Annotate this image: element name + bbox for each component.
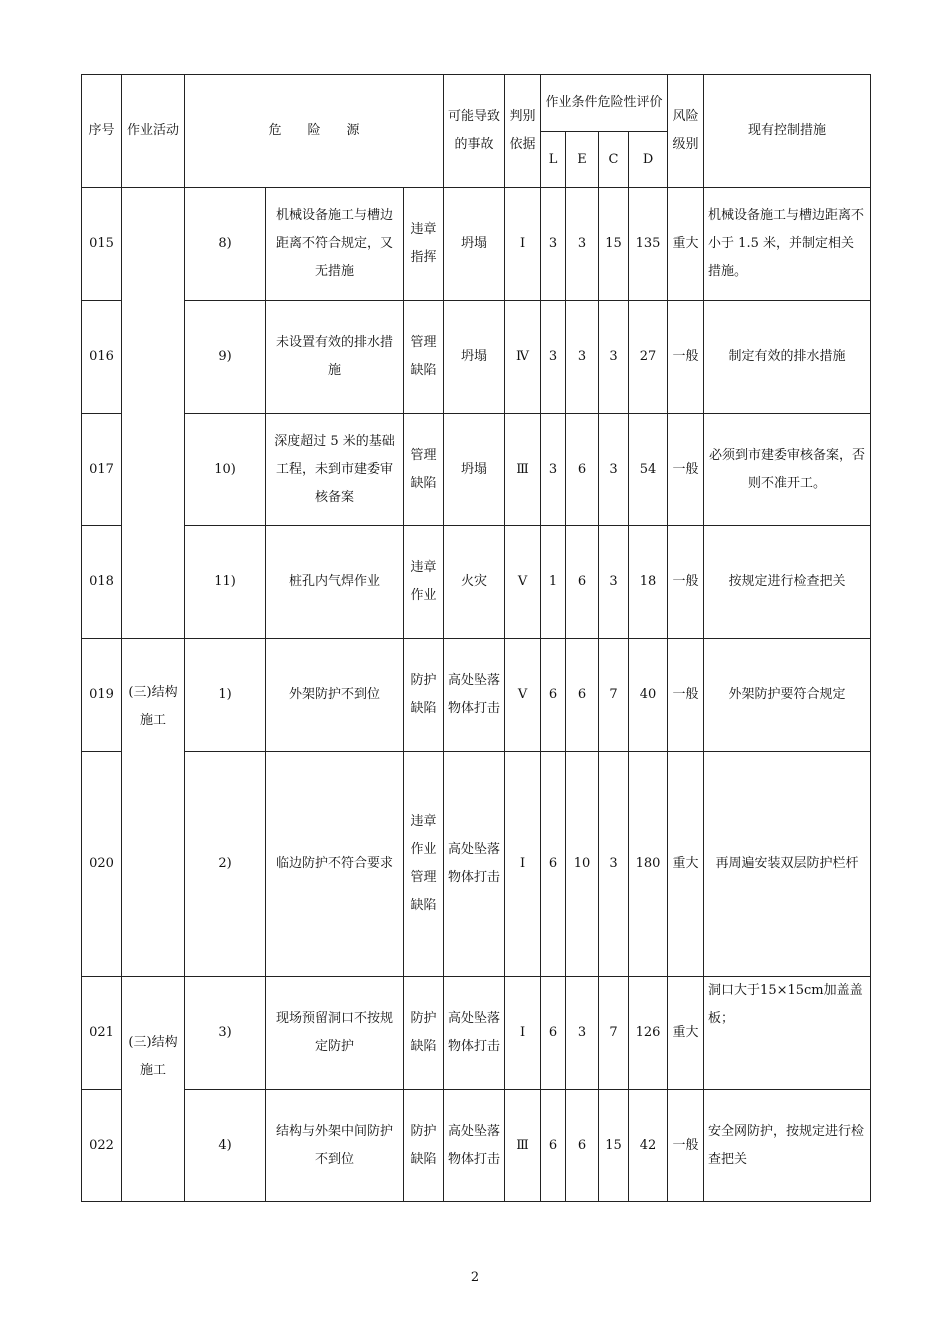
cell-hazard: 深度超过 5 米的基础工程，未到市建委审核备案	[266, 414, 404, 526]
cell-control: 安全网防护，按规定进行检查把关	[704, 1090, 871, 1202]
cell-type: 防护缺陷	[404, 977, 444, 1090]
cell-accident: 高处坠落物体打击	[444, 752, 505, 977]
cell-L: 6	[541, 977, 566, 1090]
cell-hazard: 现场预留洞口不按规定防护	[266, 977, 404, 1090]
cell-basis: Ⅰ	[505, 752, 541, 977]
cell-no: 9)	[185, 301, 266, 414]
cell-C: 15	[599, 1090, 629, 1202]
cell-control: 洞口大于15×15cm加盖盖板；	[704, 977, 871, 1090]
cell-hazard: 结构与外架中间防护不到位	[266, 1090, 404, 1202]
cell-hazard: 未设置有效的排水措施	[266, 301, 404, 414]
header-E: E	[566, 132, 599, 188]
cell-hazard: 机械设备施工与槽边距离不符合规定，又无措施	[266, 188, 404, 301]
cell-basis: Ⅳ	[505, 301, 541, 414]
cell-accident: 高处坠落物体打击	[444, 1090, 505, 1202]
cell-hazard: 桩孔内气焊作业	[266, 526, 404, 639]
table-row	[82, 526, 871, 639]
risk-assessment-table	[81, 74, 871, 1202]
cell-seq: 022	[82, 1090, 122, 1202]
cell-basis: Ⅴ	[505, 526, 541, 639]
cell-level: 重大	[668, 752, 704, 977]
cell-C: 15	[599, 188, 629, 301]
cell-D: 18	[629, 526, 668, 639]
cell-L: 6	[541, 639, 566, 752]
cell-E: 6	[566, 526, 599, 639]
cell-control: 必须到市建委审核备案，否则不准开工。	[704, 414, 871, 526]
cell-seq: 018	[82, 526, 122, 639]
table-row	[82, 977, 871, 1090]
cell-L: 6	[541, 752, 566, 977]
header-risk-level: 风险级别	[668, 75, 704, 188]
cell-level: 一般	[668, 526, 704, 639]
cell-hazard: 外架防护不到位	[266, 639, 404, 752]
cell-accident: 坍塌	[444, 414, 505, 526]
cell-D: 54	[629, 414, 668, 526]
header-C: C	[599, 132, 629, 188]
header-condition: 作业条件危险性评价	[541, 75, 668, 132]
cell-seq: 021	[82, 977, 122, 1090]
cell-control: 按规定进行检查把关	[704, 526, 871, 639]
table-row	[82, 414, 871, 526]
cell-level: 重大	[668, 188, 704, 301]
cell-D: 40	[629, 639, 668, 752]
header-accident: 可能导致的事故	[444, 75, 505, 188]
activity-cell: (三)结构施工	[122, 977, 185, 1202]
cell-E: 3	[566, 301, 599, 414]
cell-D: 126	[629, 977, 668, 1090]
cell-no: 8)	[185, 188, 266, 301]
header-hazard: 危 险 源	[185, 75, 444, 188]
cell-C: 3	[599, 414, 629, 526]
cell-L: 3	[541, 414, 566, 526]
cell-control: 机械设备施工与槽边距离不小于 1.5 米，并制定相关措施。	[704, 188, 871, 301]
cell-accident: 坍塌	[444, 301, 505, 414]
cell-C: 3	[599, 526, 629, 639]
cell-type: 管理缺陷	[404, 414, 444, 526]
cell-no: 3)	[185, 977, 266, 1090]
table-row	[82, 752, 871, 977]
cell-E: 10	[566, 752, 599, 977]
cell-C: 3	[599, 301, 629, 414]
cell-basis: Ⅴ	[505, 639, 541, 752]
cell-D: 135	[629, 188, 668, 301]
cell-E: 3	[566, 188, 599, 301]
cell-accident: 高处坠落物体打击	[444, 977, 505, 1090]
table-row	[82, 188, 871, 301]
cell-no: 11)	[185, 526, 266, 639]
table-row	[82, 639, 871, 752]
cell-L: 3	[541, 188, 566, 301]
header-seq: 序号	[82, 75, 122, 188]
activity-cell: (三)结构施工	[122, 639, 185, 977]
cell-level: 一般	[668, 301, 704, 414]
cell-type: 防护缺陷	[404, 1090, 444, 1202]
cell-E: 6	[566, 1090, 599, 1202]
cell-type: 违章作业管理缺陷	[404, 752, 444, 977]
cell-seq: 019	[82, 639, 122, 752]
cell-seq: 017	[82, 414, 122, 526]
cell-accident: 高处坠落物体打击	[444, 639, 505, 752]
cell-basis: Ⅰ	[505, 977, 541, 1090]
cell-E: 6	[566, 639, 599, 752]
cell-no: 1)	[185, 639, 266, 752]
table-row	[82, 1090, 871, 1202]
header-D: D	[629, 132, 668, 188]
cell-L: 6	[541, 1090, 566, 1202]
cell-level: 一般	[668, 639, 704, 752]
cell-seq: 015	[82, 188, 122, 301]
cell-seq: 016	[82, 301, 122, 414]
cell-control: 再周遍安装双层防护栏杆	[704, 752, 871, 977]
header-basis: 判别依据	[505, 75, 541, 188]
cell-basis: Ⅲ	[505, 1090, 541, 1202]
activity-cell-blank	[122, 188, 185, 639]
cell-E: 3	[566, 977, 599, 1090]
cell-C: 3	[599, 752, 629, 977]
cell-accident: 坍塌	[444, 188, 505, 301]
cell-level: 重大	[668, 977, 704, 1090]
cell-L: 1	[541, 526, 566, 639]
cell-no: 2)	[185, 752, 266, 977]
cell-type: 违章指挥	[404, 188, 444, 301]
cell-no: 10)	[185, 414, 266, 526]
cell-level: 一般	[668, 1090, 704, 1202]
header-controls: 现有控制措施	[704, 75, 871, 188]
cell-hazard: 临边防护不符合要求	[266, 752, 404, 977]
cell-L: 3	[541, 301, 566, 414]
cell-C: 7	[599, 977, 629, 1090]
cell-type: 违章作业	[404, 526, 444, 639]
cell-seq: 020	[82, 752, 122, 977]
cell-control: 外架防护要符合规定	[704, 639, 871, 752]
cell-D: 42	[629, 1090, 668, 1202]
cell-type: 管理缺陷	[404, 301, 444, 414]
header-L: L	[541, 132, 566, 188]
cell-basis: Ⅰ	[505, 188, 541, 301]
cell-E: 6	[566, 414, 599, 526]
cell-type: 防护缺陷	[404, 639, 444, 752]
cell-D: 180	[629, 752, 668, 977]
cell-C: 7	[599, 639, 629, 752]
cell-no: 4)	[185, 1090, 266, 1202]
page-number: 2	[470, 1270, 480, 1285]
table-row	[82, 301, 871, 414]
cell-accident: 火灾	[444, 526, 505, 639]
cell-D: 27	[629, 301, 668, 414]
header-activity: 作业活动	[122, 75, 185, 188]
cell-control: 制定有效的排水措施	[704, 301, 871, 414]
cell-basis: Ⅲ	[505, 414, 541, 526]
cell-level: 一般	[668, 414, 704, 526]
